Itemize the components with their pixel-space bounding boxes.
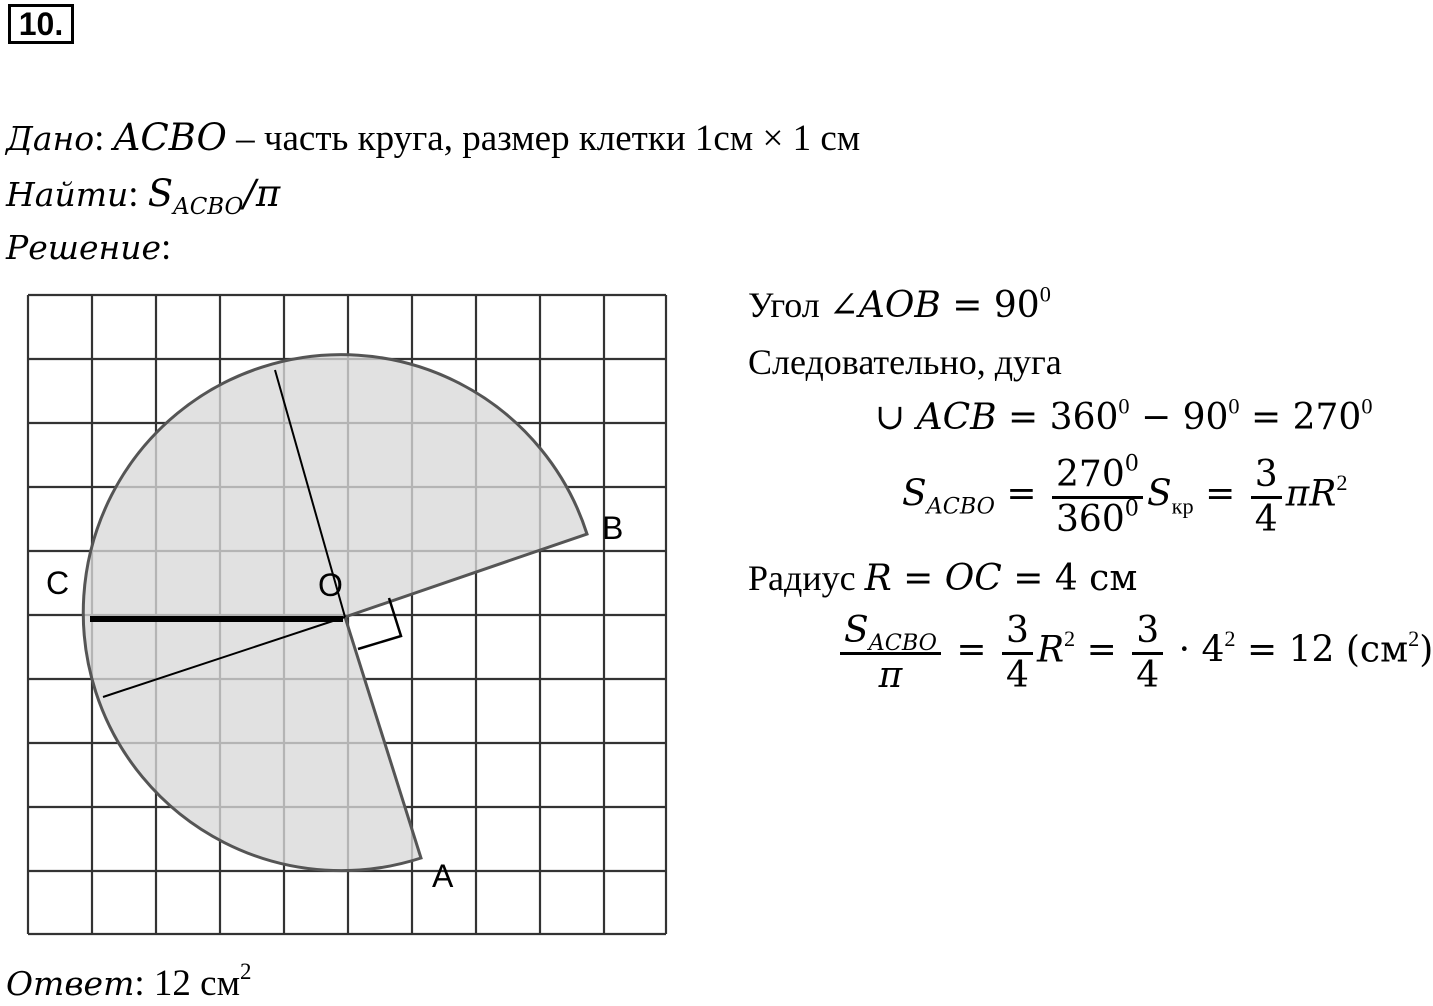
fraction-3-4-b: $\frac{3}{4}$ — [1132, 612, 1163, 695]
label-A: A — [432, 858, 454, 894]
label-B: B — [602, 510, 624, 546]
fraction-S-pi: $\frac{S_{ACBO}}{\pi}$ — [840, 612, 941, 695]
step-arc: ∪ ACB = $360^0 - 90^0 = 270^0$ — [875, 393, 1373, 438]
find-sub: ACBO — [173, 194, 244, 221]
circle-figure — [20, 285, 680, 950]
find-line: Найти: $S_{ACBO}/\pi$ — [6, 172, 281, 221]
problem-number: 10. — [8, 4, 74, 44]
given-figure: ACBO — [113, 116, 227, 159]
given-label: Дано — [6, 119, 95, 158]
step-area: $S_{ACBO}$ = $\frac{270^0}{360^0}$ $S_{кр}$ = $\frac{3}{4}$ $\pi R^2$ — [902, 450, 1348, 540]
fraction-3-4: $\frac{3}{4}$ — [1251, 456, 1282, 539]
fraction-3-4-a: $\frac{3}{4}$ — [1002, 612, 1033, 695]
fraction-270-360: $\frac{270^0}{360^0}$ — [1052, 456, 1143, 539]
find-label: Найти — [6, 175, 129, 214]
label-C: C — [46, 565, 70, 601]
find-symbol: S — [147, 172, 174, 215]
step-consequence: Следовательно, дуга — [748, 342, 1062, 382]
given-line: Дано: ACBO – часть круга, размер клетки 1см × 1 см — [6, 116, 861, 159]
sector-ACBO — [83, 355, 587, 871]
find-tail: /π — [243, 172, 281, 215]
step-radius: Радиус R = OC = 4 см — [748, 558, 1138, 599]
answer-value: 12 см — [144, 963, 240, 1004]
step-angle: Угол ∠AOB = $90^0$ — [748, 281, 1051, 326]
solution-line: Решение: — [6, 227, 172, 268]
answer-line: Ответ: 12 $см^2$ — [6, 958, 252, 1004]
solution-label: Решение — [6, 228, 162, 267]
step-final: $\frac{S_{ACBO}}{\pi}$ = $\frac{3}{4}$ $R^2$ = $\frac{3}{4}$ · $4^2 = 12$ $(см^2)$ — [836, 612, 1433, 695]
answer-label: Ответ — [6, 964, 135, 1003]
given-text: – часть круга, размер клетки 1см × 1 см — [226, 118, 861, 159]
label-O: O — [318, 567, 343, 603]
